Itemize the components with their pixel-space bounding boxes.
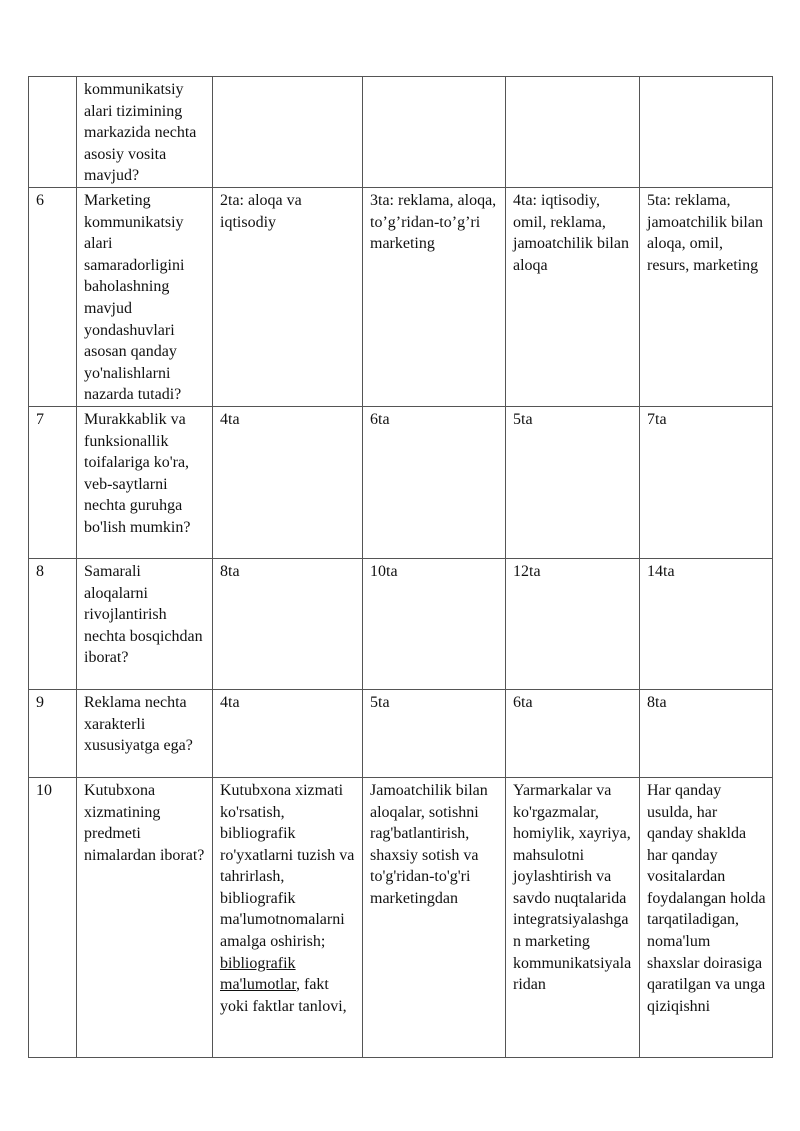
table-row [29,558,773,689]
option-d: Har qanday usulda, har qanday shaklda har qanday vositalardan foydalangan holda tarqatiladigan, noma'lum shaxslar doirasiga qaratilgan va unga qiziqishni [640,777,773,1057]
option-c: 5ta [506,406,640,558]
option-b: 3ta: reklama, aloqa, to’g’ridan-to’g’ri marketing [363,187,506,406]
option-a: 4ta [213,406,363,558]
question-text: Reklama nechta xarakterli xususiyatga ega? [77,689,213,777]
option-b: 6ta [363,406,506,558]
option-d: 14ta [640,558,773,689]
question-number: 6 [29,187,77,406]
option-a: 2ta: aloqa va iqtisodiy [213,187,363,406]
option-c: 12ta [506,558,640,689]
question-number [29,77,77,188]
table-row [29,77,773,188]
table-row [29,406,773,558]
quiz-table [28,76,773,1058]
option-b: 5ta [363,689,506,777]
question-number: 8 [29,558,77,689]
option-c: 4ta: iqtisodiy, omil, reklama, jamoatchilik bilan aloqa [506,187,640,406]
question-text: Marketing kommunikatsiy alari samaradorligini baholashning mavjud yondashuvlari asosan qanday yo'nalishlarni nazarda tutadi? [77,187,213,406]
question-text: Samarali aloqalarni rivojlantirish nechta bosqichdan iborat? [77,558,213,689]
question-text: kommunikatsiy alari tizimining markazida nechta asosiy vosita mavjud? [77,77,213,188]
option-b: 10ta [363,558,506,689]
option-c [506,77,640,188]
option-c: 6ta [506,689,640,777]
option-d: 8ta [640,689,773,777]
question-number: 9 [29,689,77,777]
question-text: Kutubxona xizmatining predmeti nimalardan iborat? [77,777,213,1057]
option-b: Jamoatchilik bilan aloqalar, sotishni rag'batlantirish, shaxsiy sotish va to'g'ridan-to'g'ri marketingdan [363,777,506,1057]
option-c: Yarmarkalar va ko'rgazmalar, homiylik, xayriya, mahsulotni joylashtirish va savdo nuqtalarida integratsiyalashgan marketing kommunikatsiyalaridan [506,777,640,1057]
question-text: Murakkablik va funksionallik toifalariga ko'ra, veb-saytlarni nechta guruhga bo'lish mumkin? [77,406,213,558]
option-d: 7ta [640,406,773,558]
option-a: 8ta [213,558,363,689]
question-number: 7 [29,406,77,558]
option-a [213,77,363,188]
option-d [640,77,773,188]
table-row [29,689,773,777]
option-a [213,777,363,1057]
option-b [363,77,506,188]
option-a-tail: , fakt yoki faktlar tanlovi, [220,976,347,1015]
option-a-text: Kutubxona xizmati ko'rsatish, bibliografik ro'yxatlarni tuzish va tahrirlash, bibliografik ma'lumotnomalarni amalga oshirish; [220,781,355,951]
table-row [29,777,773,1057]
question-number: 10 [29,777,77,1057]
option-d: 5ta: reklama, jamoatchilik bilan aloqa, omil, resurs, marketing [640,187,773,406]
bibliography-link[interactable]: bibliografik ma'lumotlar [220,954,296,994]
table-row [29,187,773,406]
option-a: 4ta [213,689,363,777]
